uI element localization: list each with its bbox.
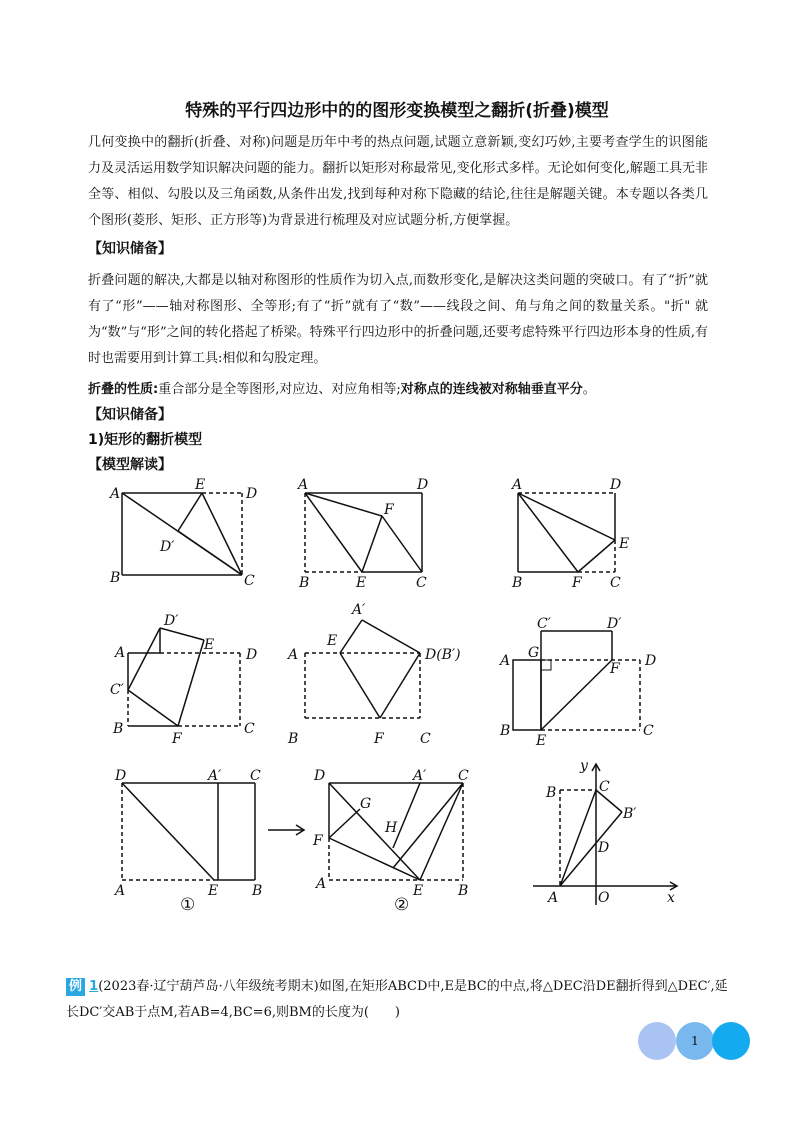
fig7-label-Ap: A′ <box>208 768 222 784</box>
example-number: 1 <box>89 979 99 994</box>
example-1 <box>66 974 730 1026</box>
property-label: 折叠的性质: <box>88 382 159 397</box>
fig6-label-A: A <box>500 653 511 669</box>
fig2-label-A: A <box>298 477 309 493</box>
fig4-label-C: C <box>244 721 255 737</box>
fig1-label-D: D <box>246 486 258 502</box>
intro-paragraph: 几何变换中的翻折(折叠、对称)问题是历年中考的热点问题,试题立意新颖,变幻巧妙,主要考查学生的识图能力及灵活运用数学知识解决问题的能力。翻折以矩形对称最常见,变化形式多样。无论如何变化,解题工具无非全等、相似、勾股以及三角函数,从条件出发,找到每种对称下隐藏的结论,往往是解题关键。本专题以各类几个图形(菱形、矩形、正方形等)为背景进行梳理及对应试题分析,方便掌握。 <box>88 135 708 228</box>
fig3-label-F: F <box>572 575 582 591</box>
figure-3 <box>518 493 615 572</box>
page-title: 特殊的平行四边形中的的图形变换模型之翻折(折叠)模型 <box>185 101 609 121</box>
fig2-label-B: B <box>299 575 310 591</box>
fig6-label-Cp: C′ <box>537 616 551 632</box>
fig8-label-D: D <box>314 768 326 784</box>
fig9-label-C: C <box>599 779 610 795</box>
page-number: 1 <box>676 1022 714 1060</box>
fig9-label-y: y <box>580 758 588 774</box>
figure-4 <box>128 628 240 726</box>
figure-2 <box>305 493 422 572</box>
fig3-label-E: E <box>619 536 630 552</box>
fig4-label-D: D <box>246 647 258 663</box>
fig4-label-F: F <box>172 731 182 747</box>
fig9-label-D: D <box>598 840 610 856</box>
property-text: 重合部分是全等图形,对应边、对应角相等; <box>158 382 401 397</box>
fig8-label-F: F <box>313 833 323 849</box>
fig1-label-A: A <box>110 486 121 502</box>
fig4-label-B: B <box>113 721 124 737</box>
fig5-label-A: A <box>288 647 299 663</box>
fig8-label-H: H <box>385 820 398 836</box>
fig1-label-E: E <box>195 477 206 493</box>
fig3-label-B: B <box>512 575 523 591</box>
fig8-label-circle2: ② <box>394 895 410 915</box>
fig3-label-C: C <box>610 575 621 591</box>
example-source: (2023春·辽宁葫芦岛·八年级统考期末) <box>98 979 319 994</box>
fig7-label-D: D <box>115 768 127 784</box>
fig4-label-Dp: D′ <box>164 613 179 629</box>
fig3-label-A: A <box>512 477 523 493</box>
fig1-label-B: B <box>110 570 121 586</box>
fig6-label-G: G <box>528 645 540 661</box>
page-dot-left <box>638 1022 676 1060</box>
fig5-label-F: F <box>374 731 384 747</box>
transform-arrow <box>268 825 304 835</box>
fig4-label-Cp: C′ <box>110 682 124 698</box>
fig5-label-B: B <box>288 731 299 747</box>
fig6-label-F: F <box>610 661 620 677</box>
fig9-label-A: A <box>548 890 559 906</box>
folding-property: 折叠的性质:重合部分是全等图形,对应边、对应角相等;对称点的连线被对称轴垂直平分。 <box>88 382 596 397</box>
fig7-label-circle1: ① <box>180 895 196 915</box>
page-dot-right <box>712 1022 750 1060</box>
fig8-label-E: E <box>413 883 424 899</box>
property-bold: 对称点的连线被对称轴垂直平分 <box>400 382 583 397</box>
knowledge-paragraph: 折叠问题的解决,大都是以轴对称图形的性质作为切入点,而数形变化,是解决这类问题的突破口。有了“折”就有了“形”——轴对称图形、全等形;有了“折”就有了“数”——线段之间、角与角之间的数量关系。"折" 就为“数”与“形”之间的转化搭起了桥梁。特殊平行四边形中的折叠问题,还要考虑特殊平行四边形本身的性质,有时也需要用到计算工具:相似和勾股定理。 <box>88 273 708 366</box>
fig8-label-A: A <box>316 876 327 892</box>
fig9-label-Bp: B′ <box>623 806 637 822</box>
example-tag: 例 <box>66 978 85 996</box>
fig8-label-C: C <box>458 768 469 784</box>
fig2-label-C: C <box>416 575 427 591</box>
fig8-label-B: B <box>458 883 469 899</box>
fig2-label-F: F <box>384 502 394 518</box>
fig7-label-A: A <box>115 883 126 899</box>
fig6-label-Dp: D′ <box>607 616 622 632</box>
fig9-label-B: B <box>546 785 557 801</box>
fig5-label-C: C <box>420 731 431 747</box>
fig9-label-O: O <box>598 890 610 906</box>
fig8-label-G: G <box>360 796 372 812</box>
fig1-label-C: C <box>244 573 255 589</box>
fig8-label-Ap: A′ <box>413 768 427 784</box>
fig4-label-A: A <box>115 645 126 661</box>
fig6-label-D: D <box>645 653 657 669</box>
fig2-label-D: D <box>417 477 429 493</box>
fig1-label-Dp: D′ <box>160 539 175 555</box>
model-reading-heading: 【模型解读】 <box>88 457 172 473</box>
knowledge-heading-1: 【知识储备】 <box>88 241 172 257</box>
fig4-label-E: E <box>204 637 215 653</box>
knowledge-heading-2: 【知识储备】 <box>88 407 172 423</box>
fig7-label-B: B <box>252 883 263 899</box>
fig7-label-C: C <box>250 768 261 784</box>
fig6-label-B: B <box>500 723 511 739</box>
fig6-label-E: E <box>536 733 547 749</box>
fig5-label-E: E <box>327 633 338 649</box>
fig9-label-x: x <box>667 890 675 906</box>
fig5-label-DBp: D(B′) <box>425 647 461 663</box>
page-indicator <box>638 1022 750 1062</box>
figure-1 <box>122 493 242 575</box>
example-text: 如图,在矩形ABCD中,E是BC的中点,将△DEC沿DE翻折得到△DEC′,延长DC′交AB于点M,若AB=4,BC=6,则BM的长度为( ) <box>66 979 728 1020</box>
model-heading: 1)矩形的翻折模型 <box>88 432 203 448</box>
fig5-label-Ap: A′ <box>352 602 366 618</box>
fig3-label-D: D <box>610 477 622 493</box>
figure-5 <box>305 620 420 718</box>
fig2-label-E: E <box>356 575 367 591</box>
figure-7 <box>122 783 255 880</box>
fig7-label-E: E <box>208 883 219 899</box>
fig6-label-C: C <box>643 723 654 739</box>
